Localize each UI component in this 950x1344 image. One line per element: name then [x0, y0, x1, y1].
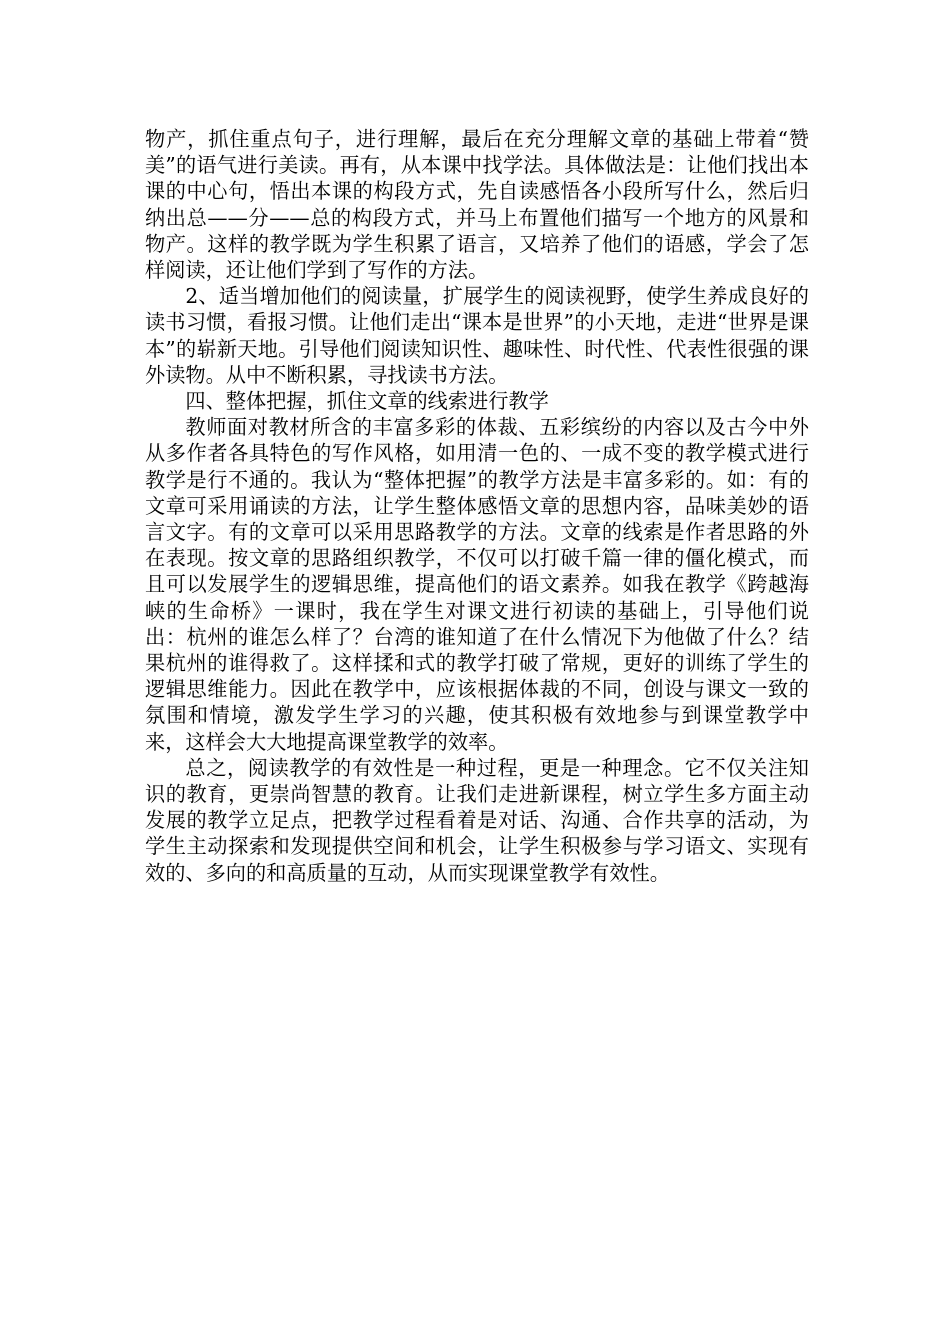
document-body — [145, 126, 809, 886]
paragraph-reading-volume: 2、适当增加他们的阅读量，扩展学生的阅读视野，使学生养成良好的读书习惯，看报习惯。让他们走出“课本是世界”的小天地，走进“世界是课本”的崭新天地。引导他们阅读知识性、趣味性、时代性、代表性很强的课外读物。从中不断积累，寻找读书方法。 — [145, 284, 809, 387]
section-heading: 四、整体把握，抓住文章的线索进行教学 — [185, 389, 549, 414]
paragraph-holistic-teaching: 教师面对教材所含的丰富多彩的体裁、五彩缤纷的内容以及古今中外从多作者各具特色的写作风格，如用清一色的、一成不变的教学模式进行教学是行不通的。我认为“整体把握”的教学方法是丰富多彩的。如：有的文章可采用诵读的方法，让学生整体感悟文章的思想内容，品味美妙的语言文字。有的文章可以采用思路教学的方法。文章的线索是作者思路的外在表现。按文章的思路组织教学，不仅可以打破千篇一律的僵化模式，而且可以发展学生的逻辑思维，提高他们的语文素养。如我在教学《跨越海峡的生命桥》一课时，我在学生对课文进行初读的基础上，引导他们说出：杭州的谁怎么样了？台湾的谁知道了在什么情况下为他做了什么？结果杭州的谁得救了。这样揉和式的教学打破了常规，更好的训练了学生的逻辑思维能力。因此在教学中，应该根据体裁的不同，创设与课文一致的氛围和情境，激发学生学习的兴趣，使其积极有效地参与到课堂教学中来，这样会大大地提高课堂教学的效率。 — [145, 415, 809, 754]
paragraph-conclusion: 总之，阅读教学的有效性是一种过程，更是一种理念。它不仅关注知识的教育，更崇尚智慧的教育。让我们走进新课程，树立学生多方面主动发展的教学立足点，把教学过程看着是对话、沟通、合作共享的活动，为学生主动探索和发现提供空间和机会，让学生积极参与学习语文、实现有效的、多向的和高质量的互动，从而实现课堂教学有效性。 — [145, 755, 809, 885]
paragraph-continuation: 物产，抓住重点句子，进行理解，最后在充分理解文章的基础上带着“赞美”的语气进行美读。再有，从本课中找学法。具体做法是：让他们找出本课的中心句，悟出本课的构段方式，先自读感悟各小段所写什么，然后归纳出总——分——总的构段方式，并马上布置他们描写一个地方的风景和物产。这样的教学既为学生积累了语言，又培养了他们的语感，学会了怎样阅读，还让他们学到了写作的方法。 — [145, 127, 809, 283]
